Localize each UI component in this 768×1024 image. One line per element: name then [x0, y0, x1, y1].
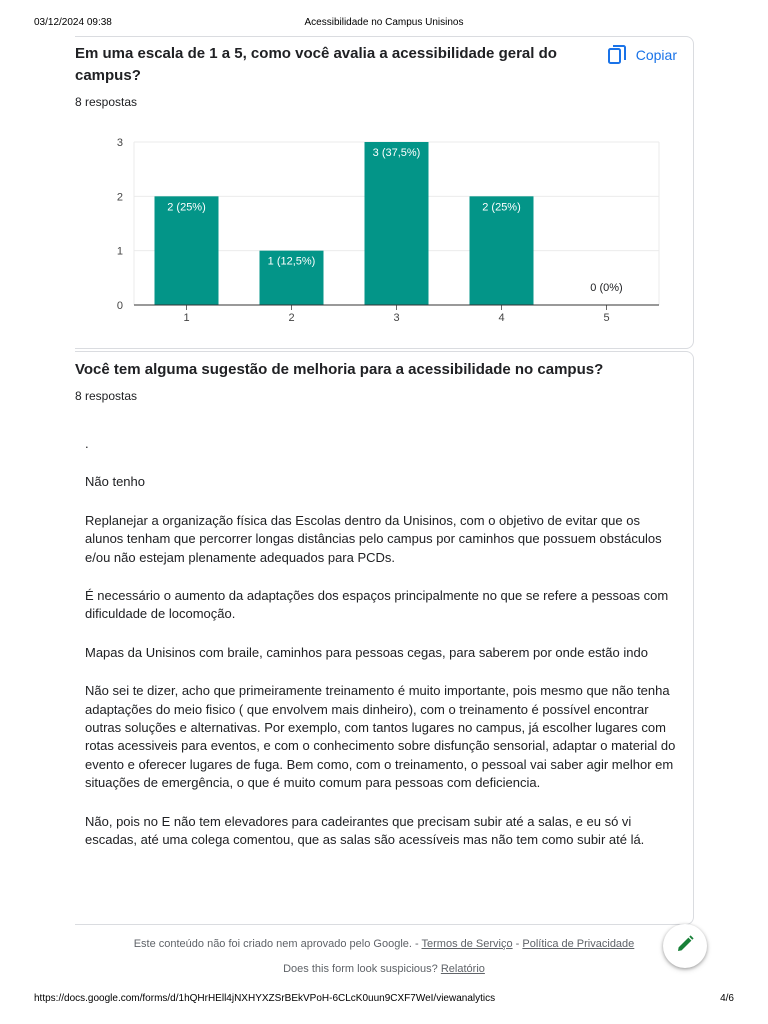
- y-tick-label: 0: [116, 300, 123, 312]
- bar-data-label: 3 (37,5%): [372, 147, 421, 159]
- bar-data-label: 2 (25%): [482, 201, 521, 214]
- answer-item: Não tenho: [85, 474, 145, 490]
- separator: -: [512, 938, 523, 950]
- print-datetime: 03/12/2024 09:38: [34, 17, 112, 28]
- answer-item: Mapas da Unisinos com braile, caminhos para pessoas cegas, para saberem por onde estão indo: [85, 644, 648, 660]
- question-card-rating: [75, 36, 694, 349]
- separator: -: [411, 938, 422, 950]
- answer-item: Não sei te dizer, acho que primeiramente treinamento é muito importante, pois mesmo que não tenha adaptações do meio fisico ( que envolvem mais dinheiro), com o treinamento é possível encontrar outras soluções e alternativas. Por exemplo, com tantos lugares no campus, já escolher lugares com rotas acessiveis para eventos, e com o conhecimento sobre disfunção sensorial, adaptar o material do evento e oferecer lugares de fuga. Bem como, com o treinamento, o pessoal vai saber agir melhor em situações de emergência, o que é muito comum para pessoas com deficiencia.: [85, 683, 676, 791]
- edit-form-button[interactable]: [663, 924, 707, 968]
- answer-item: .: [85, 436, 89, 451]
- bar: [365, 142, 429, 305]
- x-tick-label: 4: [498, 312, 505, 324]
- copy-label: Copiar: [635, 47, 677, 63]
- x-tick-label: 2: [288, 312, 295, 324]
- print-url: https://docs.google.com/forms/d/1hQHrHEll4jNXHYXZSrBEkVPoH-6CLcK0uun9CXF7WeI/viewanalytics: [34, 993, 496, 1004]
- answer-item: É necessário o aumento da adaptações dos espaços principalmente no que se refere a pessoas com dificuldade de locomoção.: [85, 588, 669, 622]
- question-title: Em uma escala de 1 a 5, como você avalia a acessibilidade geral do campus?: [75, 45, 557, 84]
- disclaimer-text: Este conteúdo não foi criado nem aprovado pelo Google.: [133, 938, 412, 950]
- bar-data-label: 0 (0%): [590, 282, 623, 294]
- suspicious-text: Does this form look suspicious?: [283, 963, 438, 975]
- disclaimer: [0, 938, 768, 950]
- answer-list: [85, 435, 677, 870]
- bar-data-label: 2 (25%): [167, 201, 206, 214]
- pencil-icon: [675, 934, 695, 959]
- answer-item: Não, pois no E não tem elevadores para cadeirantes que precisam subir até a salas, e eu só vi escadas, até uma colega comentou, que as salas são acessíveis mas não tem como subir até lá.: [85, 813, 645, 848]
- report-line: [0, 963, 768, 975]
- x-tick-label: 3: [393, 312, 400, 324]
- print-footer: [0, 993, 768, 1007]
- y-tick-label: 1: [116, 245, 123, 258]
- answer-item: Replanejar a organização física das Escolas dentro da Unisinos, com o objetivo de evitar que os alunos tenham que percorrer longas distâncias pelo campus por caminhos que possuem obstáculos e/ou não estejam plenamente adequados para PCDs.: [85, 512, 662, 565]
- question-card-suggestions: [75, 351, 694, 925]
- x-tick-label: 1: [183, 312, 190, 324]
- print-doc-title: Acessibilidade no Campus Unisinos: [304, 17, 464, 28]
- y-tick-label: 2: [116, 191, 123, 204]
- privacy-link[interactable]: Política de Privacidade: [522, 938, 635, 950]
- y-tick-label: 3: [116, 137, 123, 149]
- x-tick-label: 5: [603, 312, 610, 324]
- terms-link[interactable]: Termos de Serviço: [421, 938, 513, 950]
- bar-data-label: 1 (12,5%): [267, 255, 316, 268]
- response-count: 8 respostas: [75, 389, 138, 403]
- bar-chart: [75, 37, 694, 350]
- print-page-number: 4/6: [720, 993, 734, 1004]
- response-count: 8 respostas: [75, 95, 138, 109]
- question-title: Você tem alguma sugestão de melhoria para a acessibilidade no campus?: [75, 361, 604, 378]
- print-header: [0, 17, 768, 31]
- report-link[interactable]: Relatório: [440, 963, 485, 975]
